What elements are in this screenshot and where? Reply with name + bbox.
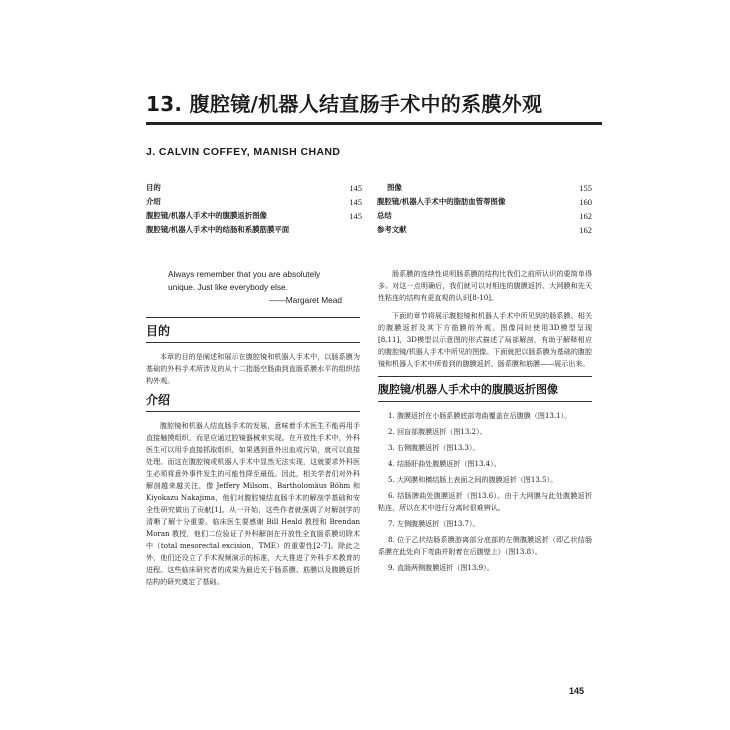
list-item: 8. 位于乙状结肠系膜游离部分底部的左侧腹膜返折（即乙状结肠系膜在此处向下弯曲并附着在后腹壁上）（图13.8）。 (378, 535, 592, 556)
toc-entry[interactable] (146, 195, 362, 209)
page-number: 145 (569, 686, 585, 696)
toc-right (377, 181, 592, 237)
list-item: 6. 结肠脾曲处腹膜返折（图13.6）。由于大网膜与此处腹膜返折粘连，所以在术中进行分离时很难辨认。 (378, 491, 592, 512)
toc-label: 参考文献 (377, 225, 407, 234)
title-rule (146, 122, 602, 125)
epigraph-line: Always remember that you are absolutely (168, 269, 321, 279)
toc-label: 介绍 (146, 197, 161, 206)
intro-heading: 介绍 (146, 393, 171, 407)
toc-page: 160 (579, 197, 592, 207)
authors: J. CALVIN COFFEY, MANISH CHAND (146, 146, 341, 158)
section-rule (146, 342, 360, 343)
left-column (146, 268, 360, 594)
list-item: 3. 右侧腹膜返折（图13.3）。 (388, 443, 480, 452)
intro-paragraph: 腹腔镜和机器人结直肠手术的发展，意味着手术医生不能再用手直接触摸组织，而是应通过腔镜器械来实现。在开放性手术中，外科医生可以用手直接抓取组织，如果遇到意外出血或污染，就可以直接处理。而这在腹腔镜或机器人手术中显然无法实现，这就要求外科医生必须将意外事件发生的可能性降至最低。因此，相关学者们对外科解剖越来越关注，像 Jeffery Milsom、Bartholomäus Böhm 和 Kiyokazu Nakajima，他们对腹腔镜结直肠手术的解剖学基础和安全性研究做出了贡献[1]。从一开始，这些作者就强调了对解剖学的清晰了解十分重要。临床医生要感谢 Bill Heald 教授和 Brendan Moran 教授，他们二位验证了外科解剖在开放性全直肠系膜切除术中（total mesorectal excision，TME）的重要性[2-7]。除此之外，他们还设立了手术视频演示的标准，大大推进了外科手术教育的进程。这些临床研究者的成果为最近关于肠系膜、筋膜以及腹膜返折结构的研究奠定了基础。 (146, 421, 360, 586)
toc-page: 145 (349, 211, 362, 221)
purpose-heading: 目的 (146, 324, 171, 338)
toc-label: 总结 (377, 211, 392, 220)
toc-entry[interactable] (146, 181, 362, 195)
epigraph-attribution: ——Margaret Mead (269, 295, 342, 305)
toc-entry[interactable] (146, 209, 362, 223)
toc-page: 145 (349, 197, 362, 207)
toc-page: 162 (579, 211, 592, 221)
toc-label: 目的 (146, 183, 161, 192)
toc-entry[interactable] (377, 195, 592, 209)
toc-page: 155 (579, 183, 592, 193)
body-paragraph: 下面的章节将展示腹腔镜和机器人手术中所见到的肠系膜、相关的腹膜返折及其下方筋膜的外观。图像同时使用3D模型呈现[8,11]，3D模型以示意图的形式描述了局部解剖，有助于解释相应的腹腔镜/机器人手术中所见的图像。下面就把以肠系膜为基础的腹腔镜和机器人手术中所看到的腹膜返折、肠系膜和筋膜——展示出来。 (378, 311, 592, 368)
section-rule (378, 401, 592, 402)
toc-entry[interactable] (377, 209, 592, 223)
list-item: 1. 腹膜返折在小肠系膜底部弯曲覆盖在后腹膜（图13.1）。 (388, 411, 572, 420)
toc-page: 145 (349, 183, 362, 193)
list-item: 7. 左侧腹膜返折（图13.7）。 (388, 519, 480, 528)
toc-label: 腹腔镜/机器人手术中的脂肪血管蒂图像 (377, 197, 506, 206)
section-rule (146, 317, 360, 318)
list-item: 5. 大网膜和横结肠上表面之间的腹膜返折（图13.5）。 (388, 475, 558, 484)
list-item: 9. 直肠两侧腹膜返折（图13.9）。 (388, 563, 494, 572)
toc-page: 162 (579, 225, 592, 235)
list-item: 2. 回盲部腹膜返折（图13.2）。 (388, 427, 487, 436)
toc-label: 图像 (387, 183, 402, 192)
toc-label: 腹腔镜/机器人手术中的结肠和系膜筋膜平面 (146, 225, 290, 234)
epigraph-line: unique. Just like everybody else. (168, 282, 288, 292)
purpose-paragraph: 本章的目的是阐述和展示在腹腔镜和机器人手术中，以肠系膜为基础的外科手术所涉及的从十二指肠空肠曲到直肠系膜水平的组织结构外观。 (146, 352, 360, 385)
section-rule (378, 376, 592, 377)
list-item: 4. 结肠肝曲处腹膜返折（图13.4）。 (388, 459, 501, 468)
chapter-title: 13. 腹腔镜/机器人结直肠手术中的系膜外观 (146, 92, 543, 116)
toc-entry[interactable] (377, 223, 592, 237)
toc-left (146, 181, 362, 237)
toc-entry[interactable] (377, 181, 592, 195)
body-paragraph: 肠系膜的连续性说明肠系膜的结构比我们之前所认识的要简单得多。对这一点明确后，我们就可以对相连的腹膜返折、大网膜和先天性粘连的结构有更直观的认识[8-10]。 (378, 269, 592, 302)
toc-label: 腹腔镜/机器人手术中的腹膜返折图像 (146, 211, 267, 220)
right-column (378, 268, 592, 578)
reflection-heading: 腹腔镜/机器人手术中的腹膜返折图像 (378, 383, 559, 396)
toc-entry[interactable] (146, 223, 362, 237)
section-rule (146, 411, 360, 412)
epigraph (168, 268, 360, 307)
